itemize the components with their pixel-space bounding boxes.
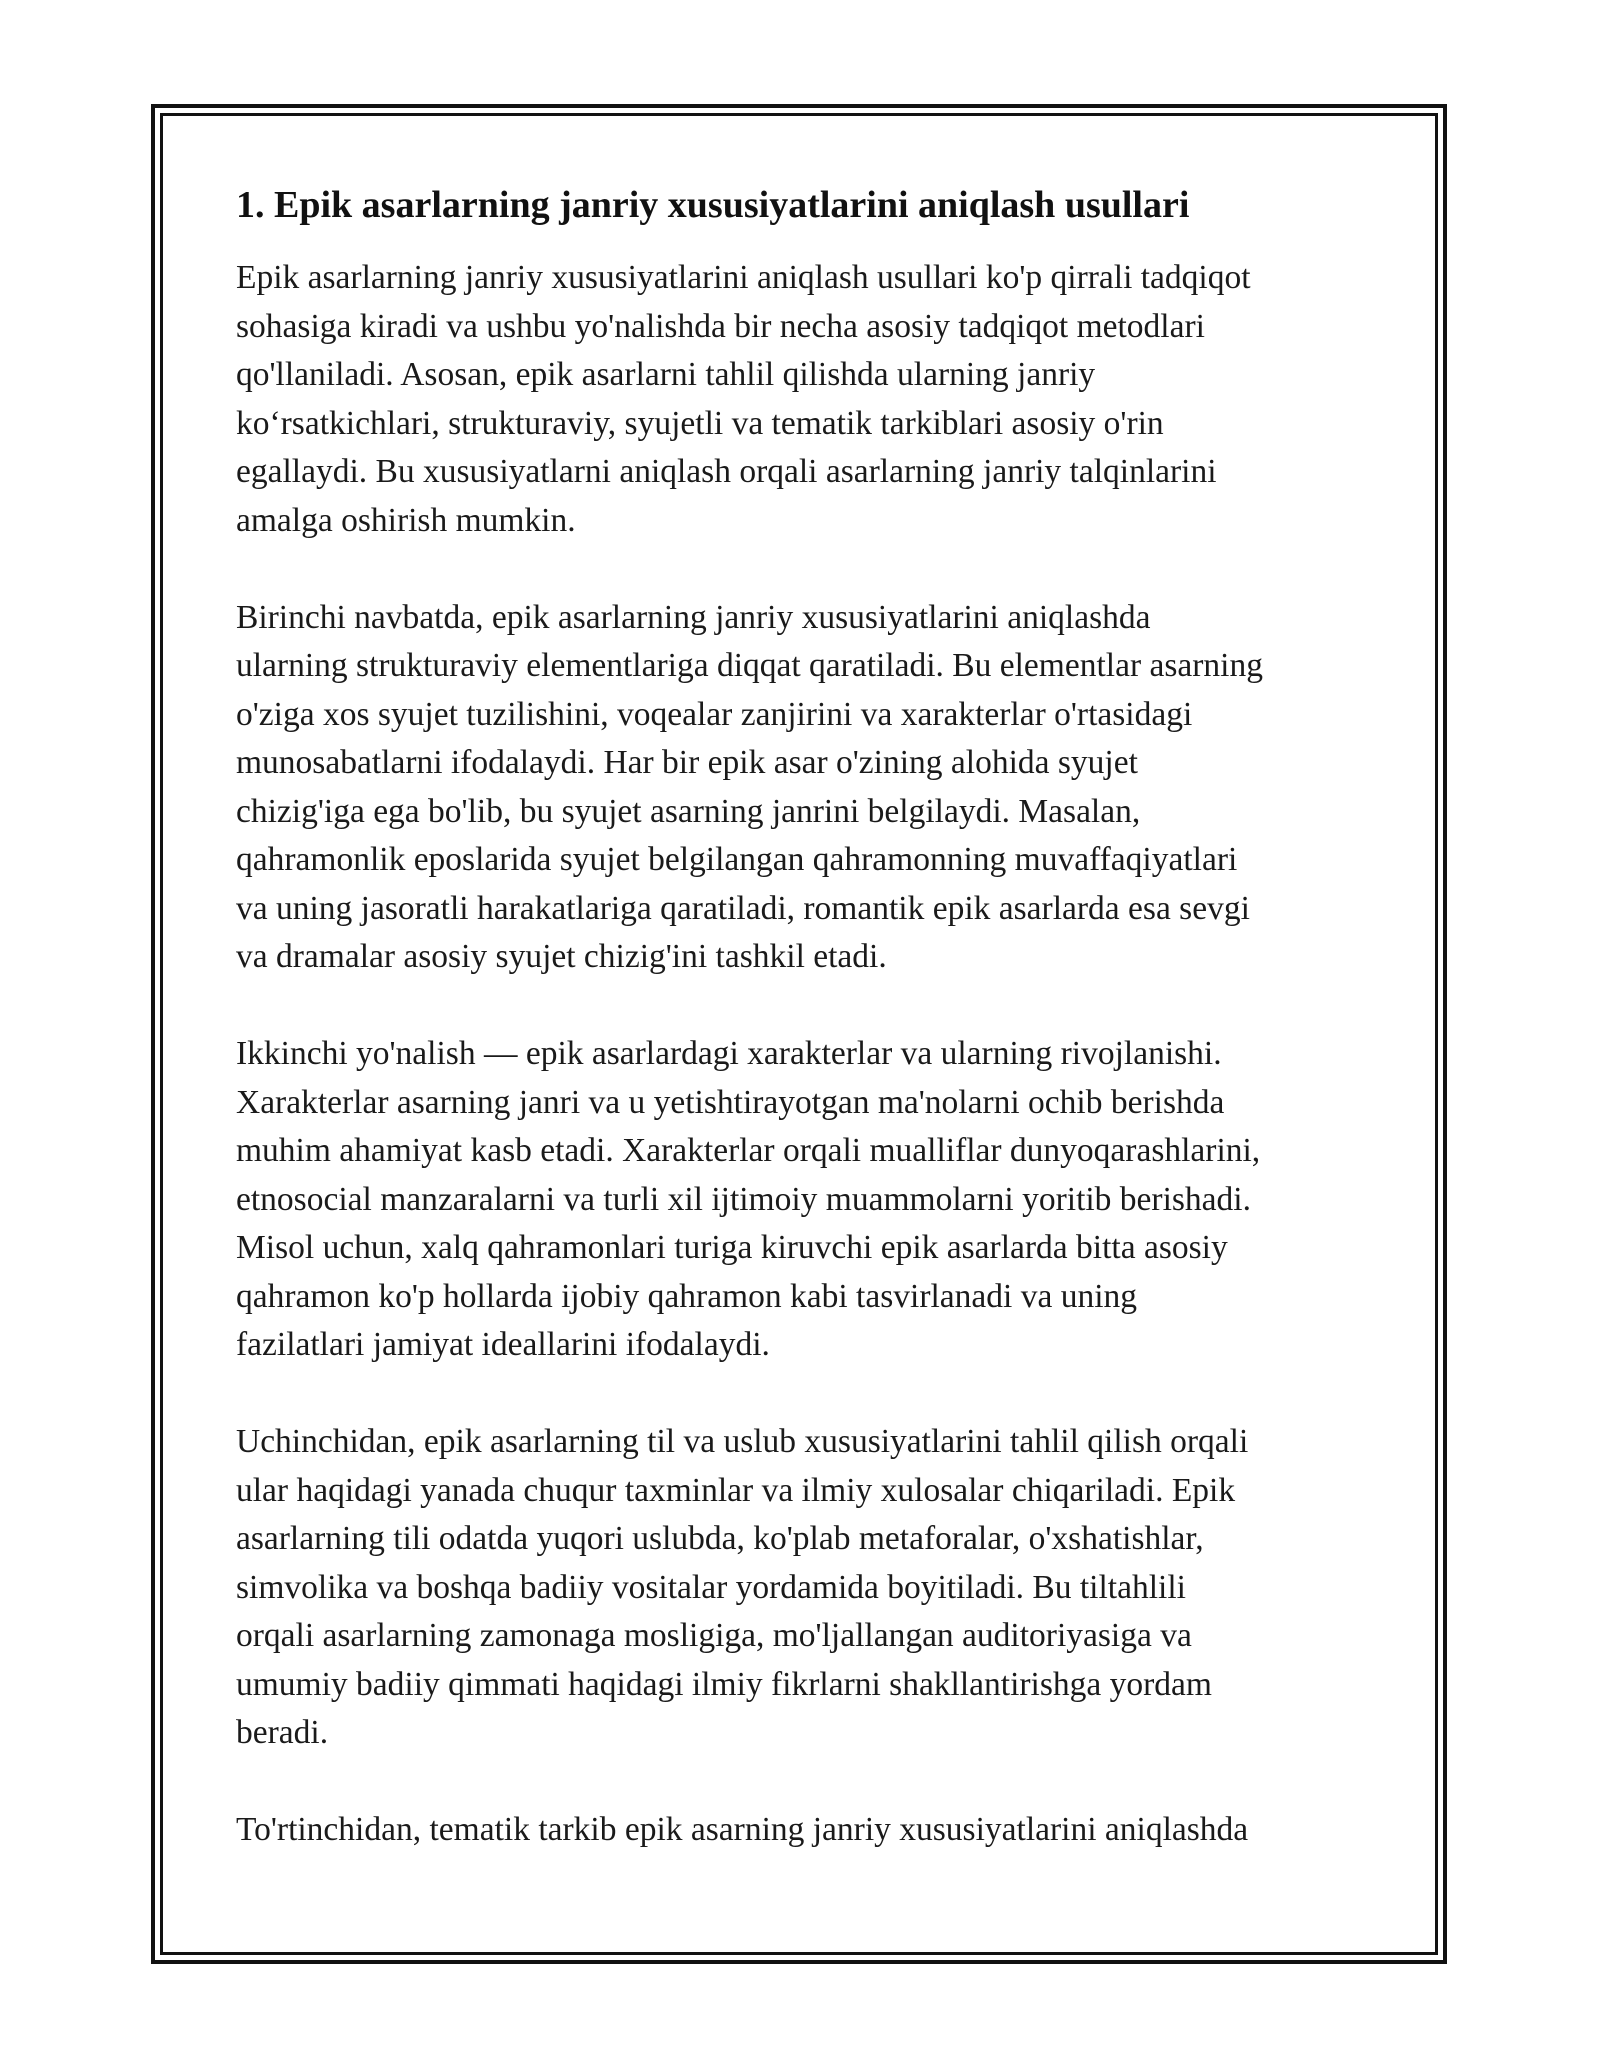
- paragraph-1: Epik asarlarning janriy xususiyatlarini aniqlash usullari ko'p qirrali tadqiqot sohasiga kiradi va ushbu yo'nalishda bir necha asosiy tadqiqot metodlari qo'llaniladi. Asosan, epik asarlarni tahlil qilishda ularning janriy ko‘rsatkichlari, strukturaviy, syujetli va tematik tarkiblari asosiy o'rin egallaydi. Bu xususiyatlarni aniqlash orqali asarlarning janriy talqinlarini amalga oshirish mumkin.: [236, 259, 1251, 539]
- paragraph-2: Birinchi navbatda, epik asarlarning janriy xususiyatlarini aniqlashda ularning strukturaviy elementlariga diqqat qaratiladi. Bu elementlar asarning o'ziga xos syujet tuzilishini, voqealar zanjirini va xarakterlar o'rtasidagi munosabatlarni ifodalaydi. Har bir epik asar o'zining alohida syujet chizig'iga ega bo'lib, bu syujet asarning janrini belgilaydi. Masalan, qahramonlik eposlarida syujet belgilangan qahramonning muvaffaqiyatlari va uning jasoratli harakatlariga qaratiladi, romantik epik asarlarda esa sevgi va dramalar asosiy syujet chizig'ini tashkil etadi.: [236, 598, 1263, 975]
- paragraph-4: Uchinchidan, epik asarlarning til va uslub xususiyatlarini tahlil qilish orqali ular haqidagi yanada chuqur taxminlar va ilmiy xulosalar chiqariladi. Epik asarlarning tili odatda yuqori uslubda, ko'plab metaforalar, o'xshatishlar, simvolika va boshqa badiiy vositalar yordamida boyitiladi. Bu tiltahlili orqali asarlarning zamonaga mosligiga, mo'ljallangan auditoriyasiga va umumiy badiiy qimmati haqidagi ilmiy fikrlarni shakllantirishga yordam beradi.: [236, 1423, 1249, 1751]
- paragraph-5: To'rtinchidan, tematik tarkib epik asarning janriy xususiyatlarini aniqlashda: [236, 1811, 1249, 1848]
- document-body: [236, 182, 1366, 1855]
- paragraph-3: Ikkinchi yo'nalish — epik asarlardagi xarakterlar va ularning rivojlanishi. Xarakterlar asarning janri va u yetishtirayotgan ma'nolarni ochib berishda muhim ahamiyat kasb etadi. Xarakterlar orqali mualliflar dunyoqarashlarini, etnosocial manzaralarni va turli xil ijtimoiy muammolarni yoritib berishadi. Misol uchun, xalq qahramonlari turiga kiruvchi epik asarlarda bitta asosiy qahramon ko'p hollarda ijobiy qahramon kabi tasvirlanadi va uning fazilatlari jamiyat ideallarini ifodalaydi.: [236, 1035, 1261, 1363]
- section-heading: 1. Epik asarlarning janriy xususiyatlarini aniqlash usullari: [236, 184, 1190, 226]
